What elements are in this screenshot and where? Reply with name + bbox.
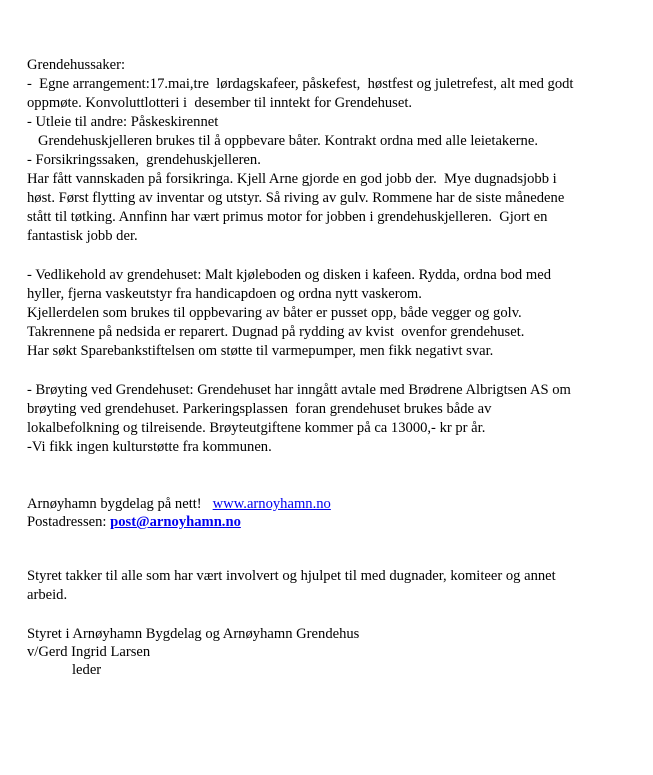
web-label: Arnøyhamn bygdelag på nett!: [27, 496, 213, 512]
paragraph-line: - Egne arrangement:17.mai,tre lørdagskafeer, påskefest, høstfest og juletrefest, alt med godt: [27, 76, 574, 92]
paragraph-gap: [27, 361, 637, 381]
paragraph-line: - Forsikringssaken, grendehuskjelleren.: [27, 152, 261, 168]
paragraph-line: hyller, fjerna vaskeutstyr fra handicapdoen og ordna nytt vaskerom.: [27, 286, 422, 302]
paragraph-line: fantastisk jobb der.: [27, 228, 138, 244]
paragraph-line: Har fått vannskaden på forsikringa. Kjell Arne gjorde en god jobb der. Mye dugnadsjobb i: [27, 171, 557, 187]
section-maintenance: [27, 266, 637, 361]
paragraph-line: Grendehuskjelleren brukes til å oppbevare båter. Kontrakt ordna med alle leietakerne.: [27, 133, 538, 149]
paragraph-line: -Vi fikk ingen kulturstøtte fra kommunen.: [27, 439, 272, 455]
section-heading: Grendehussaker:: [27, 57, 126, 73]
paragraph-line: Kjellerdelen som brukes til oppbevaring av båter er pusset opp, både vegger og golv.: [27, 305, 522, 321]
web-line: [27, 495, 637, 513]
paragraph-line: - Vedlikehold av grendehuset: Malt kjøleboden og disken i kafeen. Rydda, ordna bod med: [27, 267, 551, 283]
paragraph-line: - Brøyting ved Grendehuset: Grendehuset har inngått avtale med Brødrene Albrigtsen AS om: [27, 382, 571, 398]
paragraph-line: Takrennene på nedsida er reparert. Dugnad på rydding av kvist ovenfor grendehuset.: [27, 324, 525, 340]
email-link[interactable]: post@arnoyhamn.no: [110, 514, 241, 530]
signature-board: Styret i Arnøyhamn Bygdelag og Arnøyhamn Grendehus: [27, 626, 360, 642]
paragraph-line: Har søkt Sparebankstiftelsen om støtte til varmepumper, men fikk negativt svar.: [27, 343, 494, 359]
paragraph-line: arbeid.: [27, 587, 68, 603]
paragraph-gap: [27, 246, 637, 266]
signature-block: [27, 625, 637, 679]
section-arrangements: [27, 75, 637, 246]
paragraph-line: høst. Først flytting av inventar og utstyr. Så riving av gulv. Rommene har de siste månedene: [27, 190, 565, 206]
post-line: [27, 513, 637, 531]
paragraph-line: oppmøte. Konvoluttlotteri i desember til inntekt for Grendehuset.: [27, 95, 413, 111]
thanks-paragraph: [27, 567, 637, 605]
section-snow-clearing: [27, 381, 637, 457]
website-link[interactable]: www.arnoyhamn.no: [212, 496, 331, 512]
contact-block: [27, 495, 637, 531]
paragraph-line: stått til tøtking. Annfinn har vært primus motor for jobben i grendehuskjelleren. Gjort en: [27, 209, 548, 225]
paragraph-line: lokalbefolkning og tilreisende. Brøyteutgiftene kommer på ca 13000,- kr pr år.: [27, 420, 486, 436]
post-label: Postadressen:: [27, 514, 111, 530]
paragraph-line: Styret takker til alle som har vært involvert og hjulpet til med dugnader, komiteer og annet: [27, 568, 556, 584]
paragraph-line: - Utleie til andre: Påskeskirennet: [27, 114, 219, 130]
paragraph-gap: [27, 457, 637, 495]
paragraph-line: brøyting ved grendehuset. Parkeringsplassen foran grendehuset brukes både av: [27, 401, 492, 417]
signature-title: leder: [72, 662, 102, 678]
document-body: [27, 56, 637, 679]
paragraph-gap: [27, 605, 637, 625]
signature-name: v/Gerd Ingrid Larsen: [27, 644, 151, 660]
paragraph-gap: [27, 531, 637, 567]
